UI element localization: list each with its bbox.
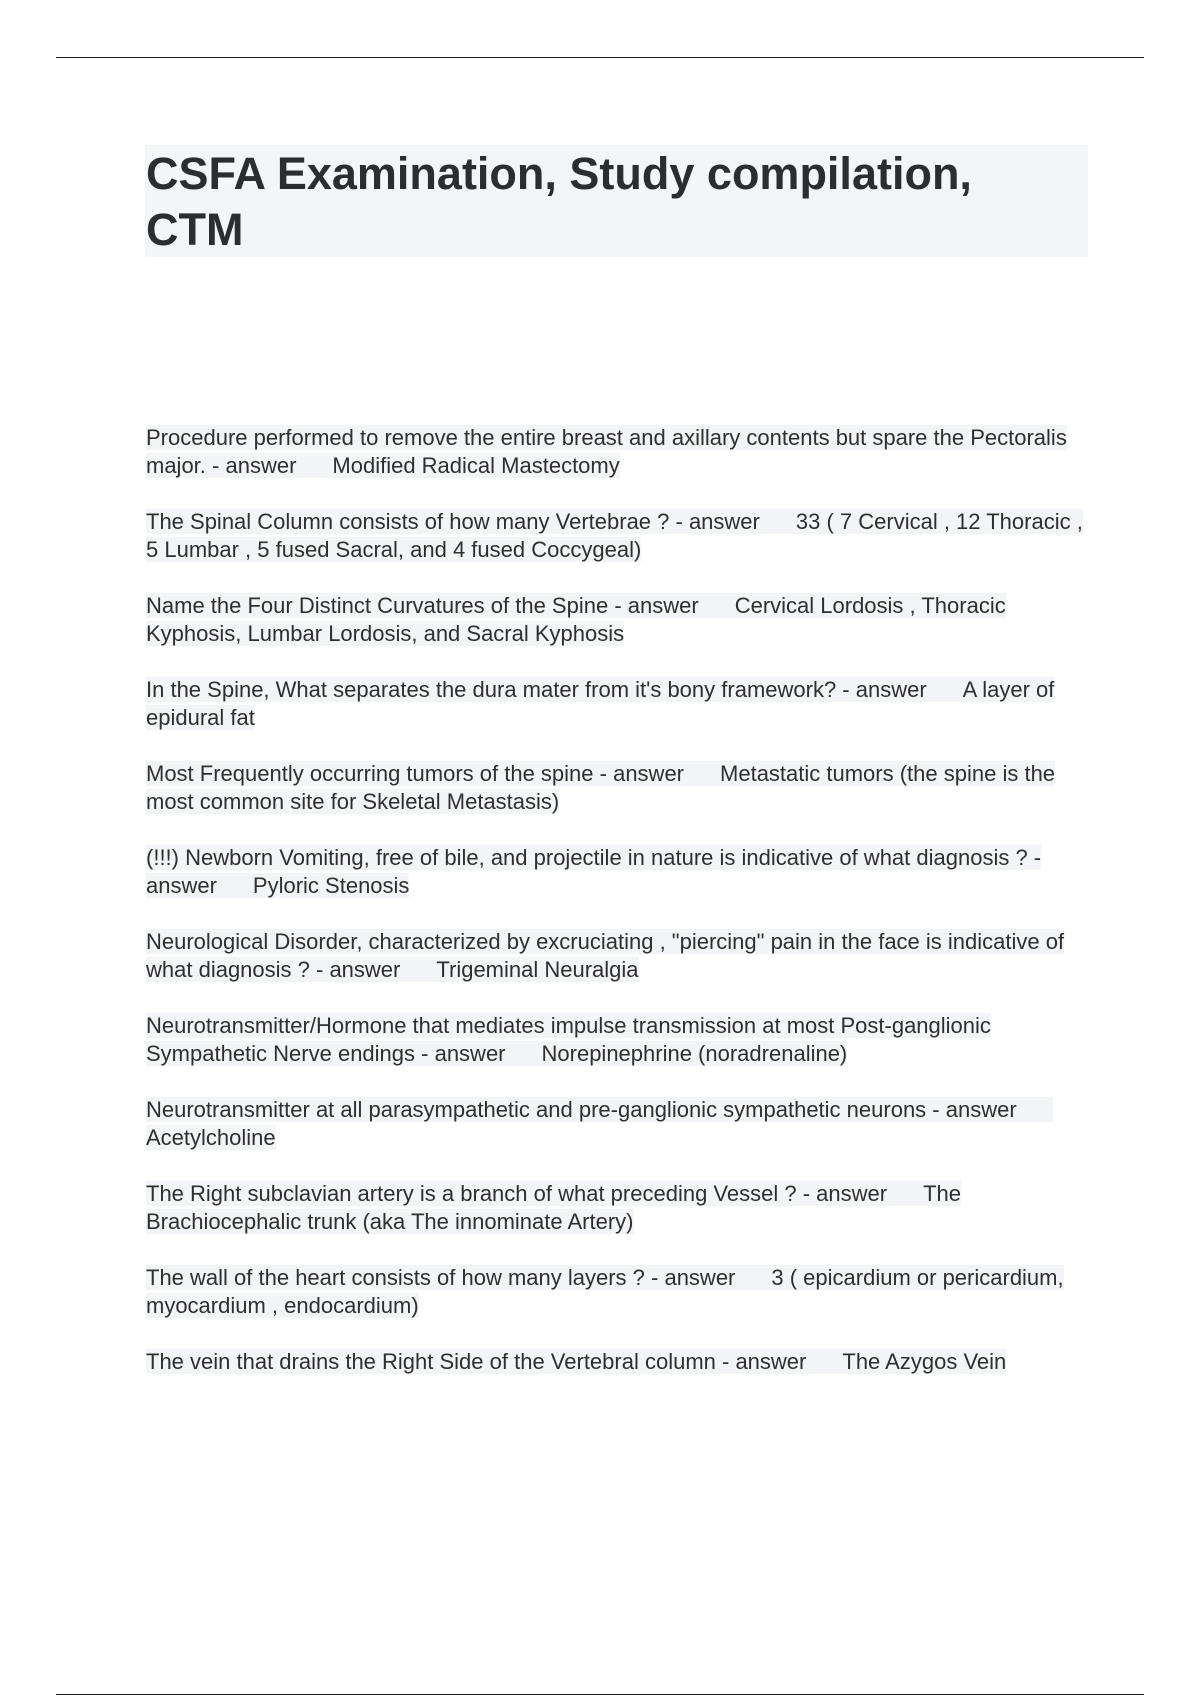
qa-question: The Spinal Column consists of how many Vertebrae ? bbox=[146, 509, 670, 534]
answer-label: - answer bbox=[796, 1181, 888, 1206]
answer-label: - answer bbox=[715, 1349, 807, 1374]
qa-item bbox=[146, 1348, 1086, 1376]
qa-answer: Norepinephrine (noradrenaline) bbox=[541, 1041, 848, 1066]
qa-item bbox=[146, 1180, 1086, 1236]
qa-question: (!!!) Newborn Vomiting, free of bile, and projectile in nature is indicative of what diagnosis ? bbox=[146, 845, 1028, 870]
qa-list bbox=[146, 424, 1086, 1404]
qa-answer: The Brachiocephalic trunk (aka The innominate Artery) bbox=[146, 1181, 961, 1234]
qa-question: Neurotransmitter/Hormone that mediates impulse transmission at most Post-ganglionic Sympathetic Nerve endings bbox=[146, 1013, 991, 1066]
qa-item bbox=[146, 1264, 1086, 1320]
qa-item bbox=[146, 1012, 1086, 1068]
qa-question: The wall of the heart consists of how many layers ? bbox=[146, 1265, 645, 1290]
qa-question: Neurotransmitter at all parasympathetic and pre-ganglionic sympathetic neurons bbox=[146, 1097, 927, 1122]
page-title: CSFA Examination, Study compilation, CTM bbox=[146, 148, 972, 255]
qa-answer: Cervical Lordosis , Thoracic Kyphosis, Lumbar Lordosis, and Sacral Kyphosis bbox=[146, 593, 1006, 646]
qa-item bbox=[146, 1096, 1086, 1152]
qa-question: Most Frequently occurring tumors of the spine bbox=[146, 761, 594, 786]
answer-label: - answer bbox=[608, 593, 699, 618]
qa-answer: Acetylcholine bbox=[146, 1125, 276, 1150]
answer-label: - answer bbox=[146, 845, 1042, 898]
answer-label: - answer bbox=[205, 453, 297, 478]
qa-question: Procedure performed to remove the entire breast and axillary contents but spare the Pectoralis major. bbox=[146, 425, 1067, 478]
answer-label: - answer bbox=[309, 957, 401, 982]
qa-item bbox=[146, 928, 1086, 984]
answer-label: - answer bbox=[926, 1097, 1017, 1122]
qa-answer: A layer of epidural fat bbox=[146, 677, 1055, 730]
answer-label: - answer bbox=[836, 677, 927, 702]
answer-label: - answer bbox=[415, 1041, 506, 1066]
bottom-divider bbox=[56, 1694, 1144, 1695]
answer-label: - answer bbox=[644, 1265, 736, 1290]
qa-question: In the Spine, What separates the dura mater from it's bony framework? bbox=[146, 677, 837, 702]
qa-question: The vein that drains the Right Side of the Vertebral column bbox=[146, 1349, 716, 1374]
qa-answer: Modified Radical Mastectomy bbox=[332, 453, 620, 478]
qa-item bbox=[146, 508, 1086, 564]
qa-answer: 33 ( 7 Cervical , 12 Thoracic , 5 Lumbar , 5 fused Sacral, and 4 fused Coccygeal) bbox=[146, 509, 1083, 562]
qa-item bbox=[146, 676, 1086, 732]
qa-item bbox=[146, 760, 1086, 816]
qa-item bbox=[146, 424, 1086, 480]
qa-answer: Pyloric Stenosis bbox=[252, 873, 410, 898]
qa-answer: Trigeminal Neuralgia bbox=[436, 957, 639, 982]
top-divider bbox=[56, 57, 1144, 58]
answer-label: - answer bbox=[593, 761, 685, 786]
qa-question: The Right subclavian artery is a branch of what preceding Vessel ? bbox=[146, 1181, 797, 1206]
qa-item bbox=[146, 592, 1086, 648]
qa-answer: 3 ( epicardium or pericardium, myocardium , endocardium) bbox=[146, 1265, 1064, 1318]
qa-answer: Metastatic tumors (the spine is the most common site for Skeletal Metastasis) bbox=[146, 761, 1056, 814]
qa-item bbox=[146, 844, 1086, 900]
qa-answer: The Azygos Vein bbox=[842, 1349, 1007, 1374]
answer-label: - answer bbox=[669, 509, 760, 534]
qa-question: Name the Four Distinct Curvatures of the Spine bbox=[146, 593, 609, 618]
qa-question: Neurological Disorder, characterized by excruciating , "piercing" pain in the face is indicative of what diagnosis ? bbox=[146, 929, 1065, 982]
